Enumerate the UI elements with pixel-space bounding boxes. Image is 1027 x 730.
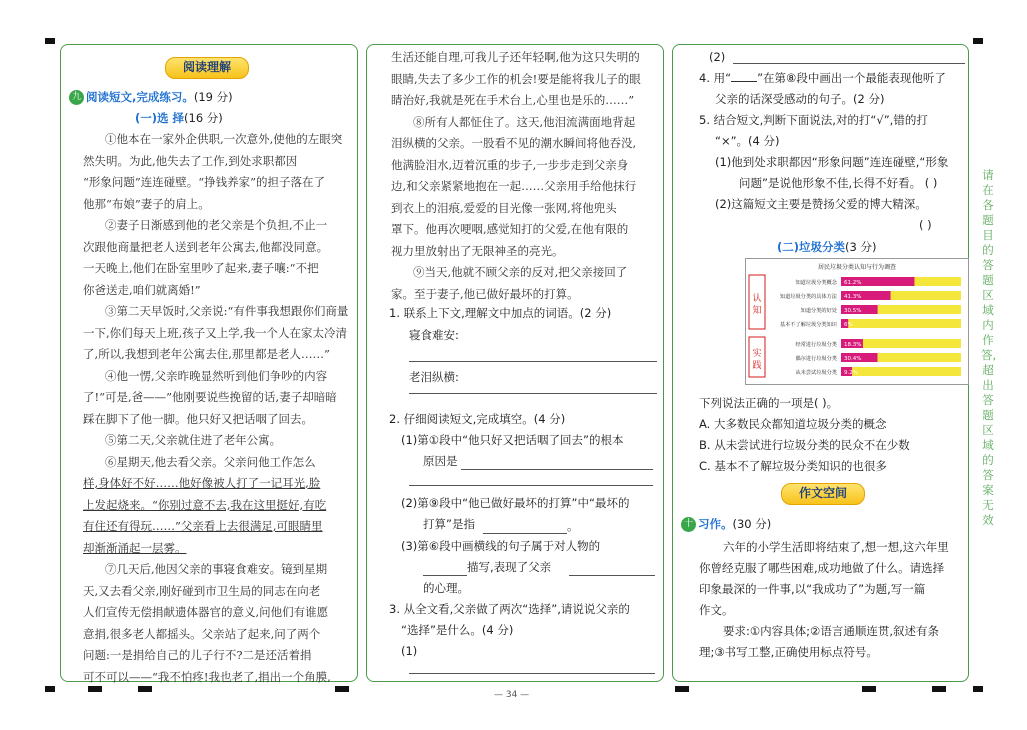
section-banner-composition: 作文空间 [781,483,865,505]
question-1b-label: 老泪纵横: [409,370,459,384]
answer-line[interactable] [569,575,655,576]
chart-category-label: 知道垃圾分类的具体方法 [779,294,837,300]
prompt-line: 印象最深的一件事,以“我成功了”为题,写一篇 [699,582,926,596]
question-5b: “×”。(4 分) [715,134,780,148]
registration-mark [862,686,876,692]
question-5a: 5. 结合短文,判断下面说法,对的打“√”,错的打 [699,113,928,127]
passage-line: “形象问题”连连碰壁。“挣钱养家”的担子落在了 [83,175,326,189]
passage-line-underlined: 却渐渐涌起一层雾。 [83,540,187,555]
answer-line[interactable] [483,533,567,534]
question-5-1b: 问题”是说他形象不佳,长得不好看。 ( ) [739,176,938,190]
passage-line: ⑥星期天,他去看父亲。父亲问他工作怎么 [105,454,316,469]
subsection-label: (一)选 择 [135,111,185,125]
registration-mark [45,686,55,692]
subsection-heading-choice [135,108,223,129]
subsection-score: (16 分) [184,111,223,125]
passage-line: 罩下。他再次哽咽,感觉知打的父爱,在他有限的 [391,222,629,236]
question-2-1b: 原因是 [423,454,458,468]
passage-line: ④他一愣,父亲昨晚显然听到他们争吵的内容 [105,368,328,383]
garbage-classification-chart [745,258,969,385]
passage-line: 人们宣传无偿捐献遗体器官的意义,问他们有谁愿 [83,605,329,619]
passage-line: 到衣上的泪痕,爱爱的目光像一张网,将他兜头 [391,200,617,215]
prompt-line: 六年的小学生活即将结束了,想一想,这六年里 [723,540,949,554]
question-5-2-answer[interactable]: ( ) [919,218,932,232]
question-number-badge: 十 [681,517,696,532]
section-title: 习作。 [698,517,733,531]
chart-value-label: 41.3% [844,294,862,300]
chart-group-label: 认 [752,294,762,304]
question-3-2: (2) [709,50,726,64]
prompt-line: 作文。 [699,603,734,617]
answer-line[interactable] [409,361,657,362]
passage-line: ⑨当天,他就不顾父亲的反对,把父亲接回了 [413,265,628,279]
answer-line[interactable] [461,469,653,470]
question-4c: 父亲的话深受感动的句子。(2 分) [715,92,885,106]
question-4 [699,68,946,89]
question-5-2: (2)这篇短文主要是赞扬父爱的博大精深。 [715,197,927,211]
passage-line: 他满脸泪水,迈着沉重的步子,一步步走到父亲身 [391,157,629,172]
passage-line: ⑤第二天,父亲就住进了老年公寓。 [105,433,282,447]
passage-line-underlined: 上发起烧来。“你别过意不去,我在这里挺好,有吃 [83,497,327,512]
section-heading-9 [69,87,233,108]
question-number-badge: 九 [69,90,84,105]
chart-group-label: 践 [752,361,762,371]
chart-category-label: 基本不了解垃圾分类知识 [779,322,837,328]
question-1: 1. 联系上下文,理解文中加点的词语。(2 分) [389,306,612,320]
chart-category-label: 经常进行垃圾分类 [795,342,837,348]
chart-category-label: 知道分类的好处 [800,308,837,314]
question-2-1a: (1)第①段中“他只好又把话咽了回去”的根本 [401,433,624,447]
section-score: (30 分) [732,517,772,531]
option-b[interactable]: B. 从未尝试进行垃圾分类的民众不在少数 [699,438,910,452]
option-a[interactable]: A. 大多数民众都知道垃圾分类的概念 [699,417,887,431]
chart-group-label: 知 [752,306,762,316]
registration-mark [973,38,983,44]
chart-bar-track [841,319,961,328]
passage-line: 次跟他商量把老人送到老年公寓去,他都没同意。 [83,239,329,254]
question-4-part: 4. 用“ [699,71,732,85]
question-3a: 3. 从全文看,父亲做了两次“选择”,请说说父亲的 [389,602,630,616]
column-reading-2 [366,44,664,682]
chart-value-label: 30.4% [844,356,862,362]
passage-line: 睛治好,我就是死在手术台上,心里也是乐的……” [391,93,635,107]
question-2-3a: (3)第⑥段中画横线的句子属于对人物的 [401,539,601,553]
chart-value-label: 6% [844,322,853,328]
chart-category-label: 知道垃圾分类概念 [795,280,837,286]
passage-line: 踩在脚下了他一脚。他只好又把话咽了回去。 [83,411,313,426]
passage-line: ③第二天早饭时,父亲说:“有件事我想跟你们商量 [105,304,349,318]
passage-line: 生活还能自理,可我儿子还年轻啊,他为这只失明的 [391,50,640,64]
chart-value-label: 61.2% [844,280,862,286]
question-5-1a: (1)他到处求职都因“形象问题”连连碰壁,“形象 [715,155,949,169]
passage-line: 可不可以——“我不怕疼!我也老了,捐出一个角膜, [83,669,331,684]
chart-question: 下列说法正确的一项是( )。 [699,396,839,410]
passage-line: 你爸送走,咱们就离婚!” [83,282,201,297]
question-1a-label: 寝食难安: [409,328,459,342]
chart-group-label: 实 [752,349,762,359]
passage-line: 了,所以,我想到老年公寓去住,那里都是老人……” [83,347,330,361]
passage-line: 他那“布娘”妻子的肩上。 [83,196,210,211]
chart-value-label: 18.3% [844,342,862,348]
passage-text-continued [391,47,659,305]
registration-mark [973,686,983,692]
subsection-heading-garbage [777,237,876,258]
answer-line[interactable] [423,575,467,576]
page-number: — 34 — [494,690,530,700]
passage-line-underlined: 样,身体好不好……他好像被人打了一记耳光,脸 [83,476,321,490]
chart-value-label: 9.2% [844,370,858,376]
question-2-3b: 描写,表现了父亲 [467,560,552,574]
chart-category-label: 偶尔进行垃圾分类 [795,356,837,362]
passage-line-underlined: 有住还有得玩……”父亲看上去很满足,可眼睛里 [83,519,323,533]
answer-line[interactable] [409,485,653,486]
option-c[interactable]: C. 基本不了解垃圾分类知识的也很多 [699,459,887,473]
chart-category-label: 从未尝试垃圾分类 [795,370,837,376]
section-heading-10 [681,514,771,535]
passage-line: 了!“可是,爸——”他刚要说些挽留的话,妻子却暗暗 [83,390,337,404]
side-note: 请在各题目的答题区域内作答,超出答题区域的答案无效 [981,168,997,527]
subsection-score: (3 分) [845,240,877,254]
subsection-label: (二)垃圾分类 [777,240,846,254]
passage-line: 视力里放射出了无限神圣的亮光。 [391,243,564,258]
question-2: 2. 仔细阅读短文,完成填空。(4 分) [389,412,566,426]
passage-text [83,129,353,688]
question-4-part: ”在第⑧段中画出一个最能表现他听了 [757,71,946,85]
question-2-2a: (2)第⑨段中“他已做好最坏的打算”中“最坏的 [401,496,630,510]
passage-line: 天,又去看父亲,刚好碰到市卫生局的同志在向老 [83,583,321,598]
question-2-3c: 的心理。 [423,581,469,595]
passage-line: ⑦几天后,他因父亲的事寝食难安。镜到星期 [105,562,328,576]
passage-line: 一下,你们每天上班,孩子又上学,我一个人在家太冷清 [83,325,347,340]
passage-line: 边,和父亲紧紧地抱在一起……父亲用手给他抹行 [391,179,637,193]
passage-line: 问题:一是捐给自己的儿子行不?二是还活着捐 [83,648,312,662]
passage-line: 泪纵横的父亲。一股看不见的潮水瞬间将他吞没, [391,136,637,150]
passage-line: 一天晚上,他们在卧室里吵了起来,妻子嚷:“不把 [83,261,319,275]
composition-prompt [699,537,965,663]
question-2-2c: 。 [567,519,579,533]
passage-line: ①他本在一家外企供职,一次意外,使他的左眼突然失明。为此,他失去了工作,到处求职都因 [83,132,343,168]
question-3b: “选择”是什么。(4 分) [401,623,514,637]
answer-line[interactable] [733,63,965,64]
registration-mark [932,686,946,692]
passage-line: 家。至于妻子,他已做好最坏的打算。 [391,286,579,301]
chart-value-label: 30.5% [844,308,862,314]
section-score: (19 分) [193,90,233,104]
column-reading-1 [60,44,358,682]
section-title: 阅读短文,完成练习。 [86,90,194,104]
prompt-line: 你曾经克服了哪些困难,成功地做了什么。请选择 [699,561,945,575]
passage-line: ⑧所有人都怔住了。这天,他泪流满面地背起 [413,114,636,129]
prompt-line: 理;③书写工整,正确使用标点符号。 [699,645,878,659]
question-3-1: (1) [401,644,418,658]
passage-line: 眼睛,失去了多少工作的机会!要是能将我儿子的眼 [391,71,641,86]
chart-bar-track [841,367,961,376]
registration-mark [675,686,689,692]
registration-mark [45,38,55,44]
chart-title: 居民垃圾分类认知与行为调查 [817,264,897,271]
section-banner-reading: 阅读理解 [165,57,249,79]
answer-line[interactable] [409,393,657,394]
prompt-line: 要求:①内容具体;②语言通顺连贯,叙述有条 [723,624,940,638]
chart-svg [746,259,968,384]
answer-line[interactable] [409,673,655,674]
question-2-2b: 打算”是指 [423,517,475,531]
passage-line: ②妻子日渐感到他的老父亲是个负担,不止一 [105,218,328,232]
passage-line: 意捐,很多老人都摇头。父亲站了起来,问了两个 [83,626,321,641]
